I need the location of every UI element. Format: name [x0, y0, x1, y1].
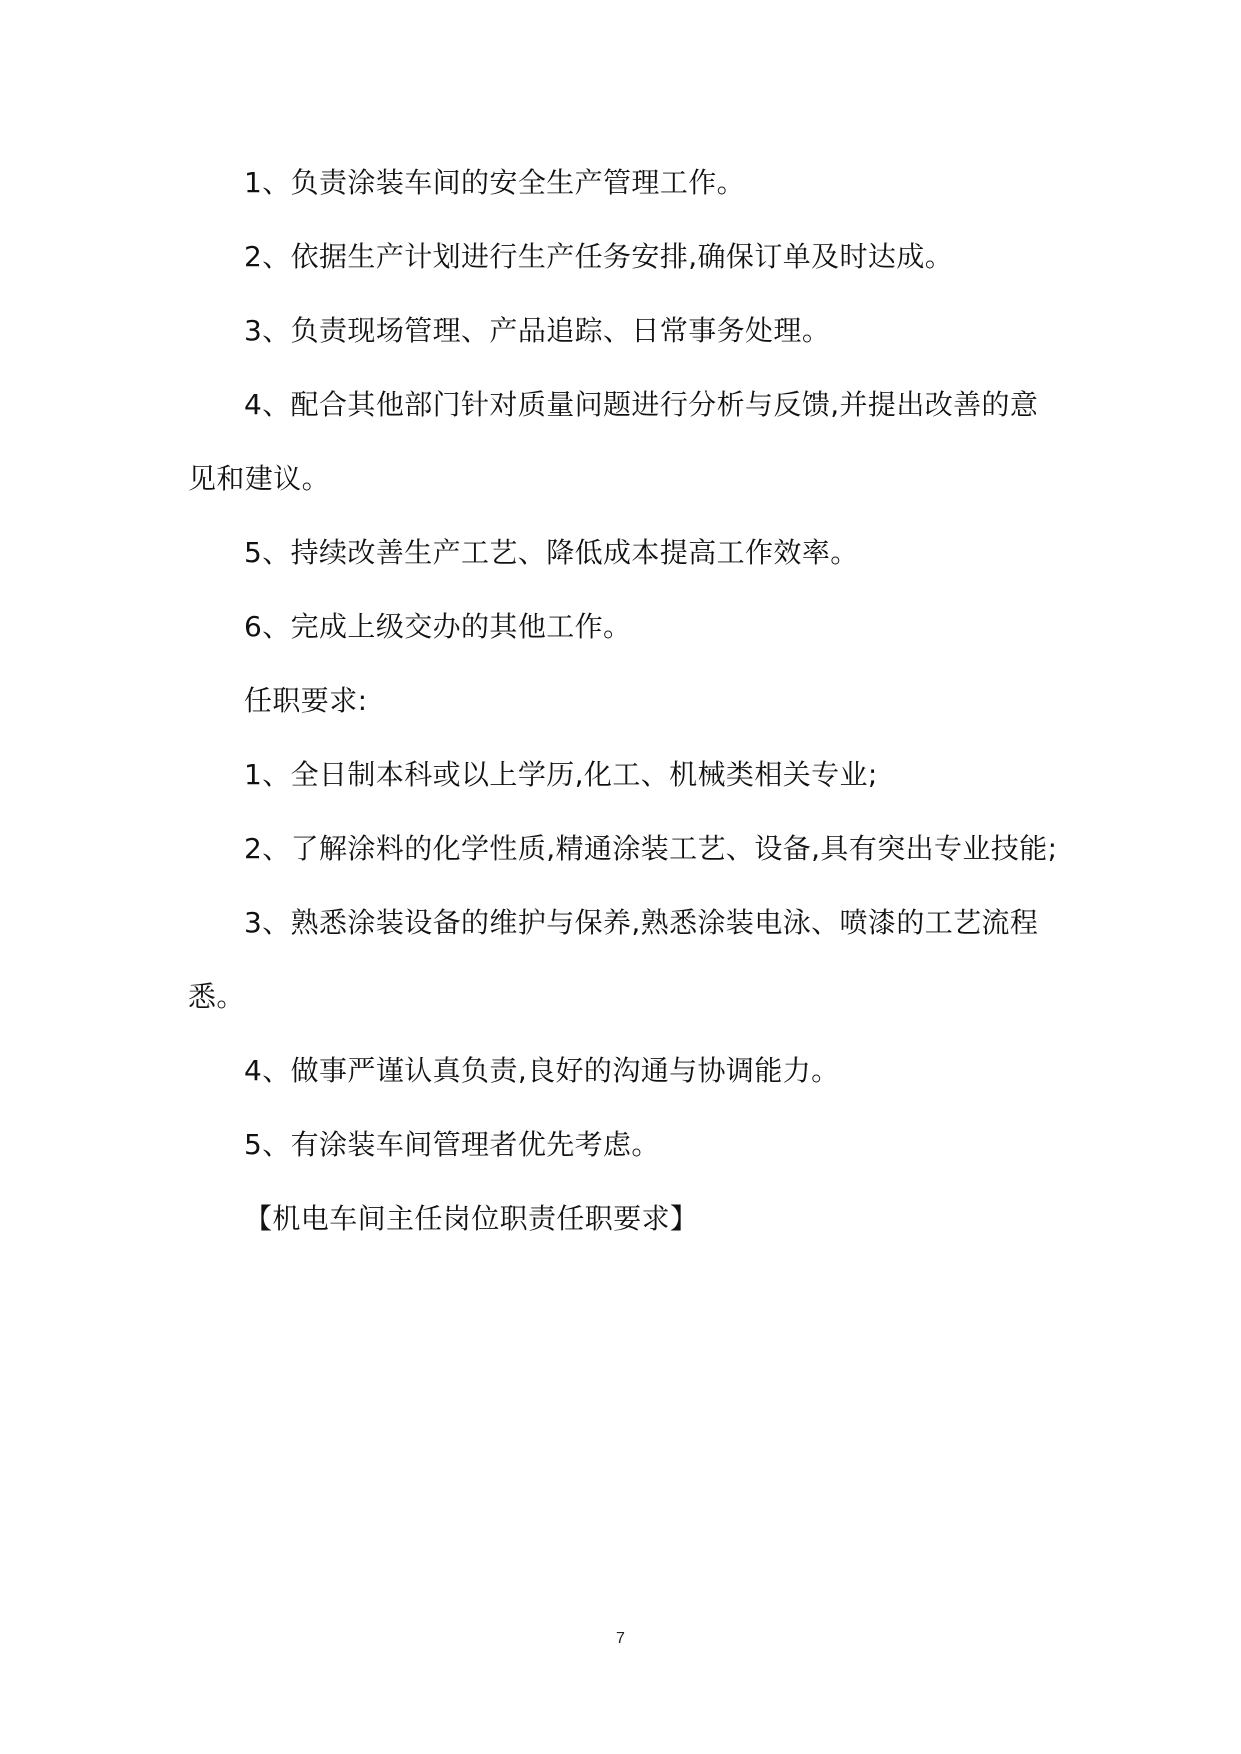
page-number: 7 — [616, 1630, 625, 1647]
document-body — [188, 146, 1060, 1256]
duty-item-3: 3、负责现场管理、产品追踪、日常事务处理。 — [244, 314, 831, 347]
duty-item-4: 4、配合其他部门针对质量问题进行分析与反馈,并提出改善的意见和建议。 — [188, 388, 1039, 495]
duty-item-1: 1、负责涂装车间的安全生产管理工作。 — [244, 166, 746, 199]
requirement-item-4: 4、做事严谨认真负责,良好的沟通与协调能力。 — [244, 1054, 840, 1087]
requirements-heading: 任职要求: — [244, 684, 368, 717]
duty-item-2: 2、依据生产计划进行生产任务安排,确保订单及时达成。 — [244, 240, 954, 273]
requirement-item-3: 3、熟悉涂装设备的维护与保养,熟悉涂装电泳、喷漆的工艺流程悉。 — [188, 906, 1039, 1013]
requirement-item-5: 5、有涂装车间管理者优先考虑。 — [244, 1128, 660, 1161]
requirement-item-2: 2、了解涂料的化学性质,精通涂装工艺、设备,具有突出专业技能; — [244, 832, 1058, 865]
section-title: 【机电车间主任岗位职责任职要求】 — [244, 1202, 699, 1235]
requirement-item-1: 1、全日制本科或以上学历,化工、机械类相关专业; — [244, 758, 878, 791]
duty-item-5: 5、持续改善生产工艺、降低成本提高工作效率。 — [244, 536, 859, 569]
duty-item-6: 6、完成上级交办的其他工作。 — [244, 610, 632, 643]
